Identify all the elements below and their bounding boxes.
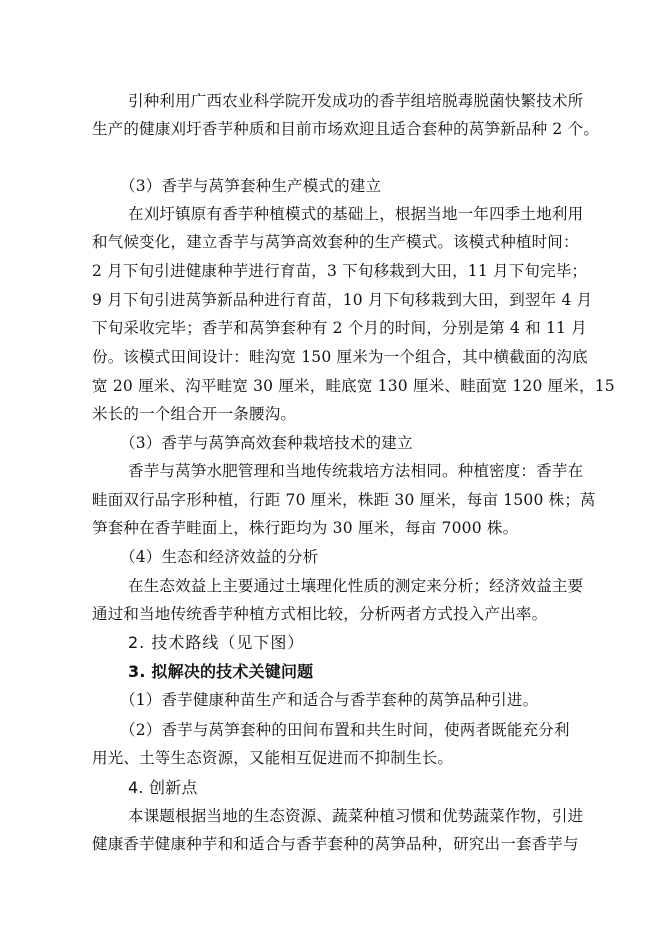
list-item: （2）香芋与莴笋套种的田间布置和共生时间，使两者既能充分利 bbox=[120, 721, 570, 739]
list-item: （1）香芋健康种苗生产和适合与香芋套种的莴笋品种引进。 bbox=[120, 691, 539, 709]
section-heading: （4）生态和经济效益的分析 bbox=[120, 548, 319, 566]
paragraph-line: 香芋与莴笋水肥管理和当地传统栽培方法相同。种植密度：香芋在 bbox=[128, 462, 584, 480]
paragraph-line: 份。该模式田间设计：畦沟宽 150 厘米为一个组合，其中横截面的沟底 bbox=[92, 348, 588, 366]
paragraph-line: 笋套种在香芋畦面上，株行距均为 30 厘米，每亩 7000 株。 bbox=[92, 519, 519, 537]
paragraph-line: 用光、土等生态资源，又能相互促进而不抑制生长。 bbox=[92, 749, 454, 767]
paragraph-line: 宽 20 厘米、沟平畦宽 30 厘米，畦底宽 130 厘米、畦面宽 120 厘米，15 bbox=[92, 377, 615, 395]
section-heading: （3）香芋与莴笋高效套种栽培技术的建立 bbox=[120, 434, 413, 452]
section-heading-innovation: 4. 创新点 bbox=[128, 778, 198, 797]
paragraph-line: 在生态效益上主要通过土壤理化性质的测定来分析；经济效益主要 bbox=[128, 577, 584, 595]
paragraph-line: 9 月下旬引进莴笋新品种进行育苗，10 月下旬移栽到大田，到翌年 4 月 bbox=[92, 291, 593, 309]
section-heading: （3）香芋与莴笋套种生产模式的建立 bbox=[120, 177, 382, 195]
paragraph-line: 米长的一个组合开一条腰沟。 bbox=[92, 405, 297, 423]
paragraph-line: 2 月下旬引进健康种芋进行育苗，3 下旬移栽到大田，11 月下旬完毕； bbox=[92, 262, 588, 280]
paragraph-line: 生产的健康刈圩香芋种质和目前市场欢迎且适合套种的莴笋新品种 2 个。 bbox=[92, 120, 600, 138]
paragraph-line: 健康香芋健康种芋和和适合与香芋套种的莴笋品种，研究出一套香芋与 bbox=[92, 835, 579, 853]
paragraph-line: 通过和当地传统香芋种植方式相比较，分析两者方式投入产出率。 bbox=[92, 605, 548, 623]
paragraph-line: 和气候变化，建立香芋与莴笋高效套种的生产模式。该模式种植时间： bbox=[92, 233, 579, 251]
paragraph-line: 引种利用广西农业科学院开发成功的香芋组培脱毒脱菌快繁技术所 bbox=[128, 92, 584, 110]
paragraph-line: 畦面双行品字形种植，行距 70 厘米，株距 30 厘米，每亩 1500 株；莴 bbox=[92, 491, 596, 509]
section-heading-route: 2. 技术路线（见下图） bbox=[128, 633, 305, 652]
section-heading-problems: 3. 拟解决的技术关键问题 bbox=[128, 662, 314, 681]
paragraph-line: 本课题根据当地的生态资源、蔬菜种植习惯和优势蔬菜作物，引进 bbox=[128, 807, 584, 825]
paragraph-line: 下旬采收完毕；香芋和莴笋套种有 2 个月的时间，分别是第 4 和 11 月 bbox=[92, 319, 587, 337]
paragraph-line: 在刈圩镇原有香芋种植模式的基础上，根据当地一年四季土地利用 bbox=[128, 205, 584, 223]
